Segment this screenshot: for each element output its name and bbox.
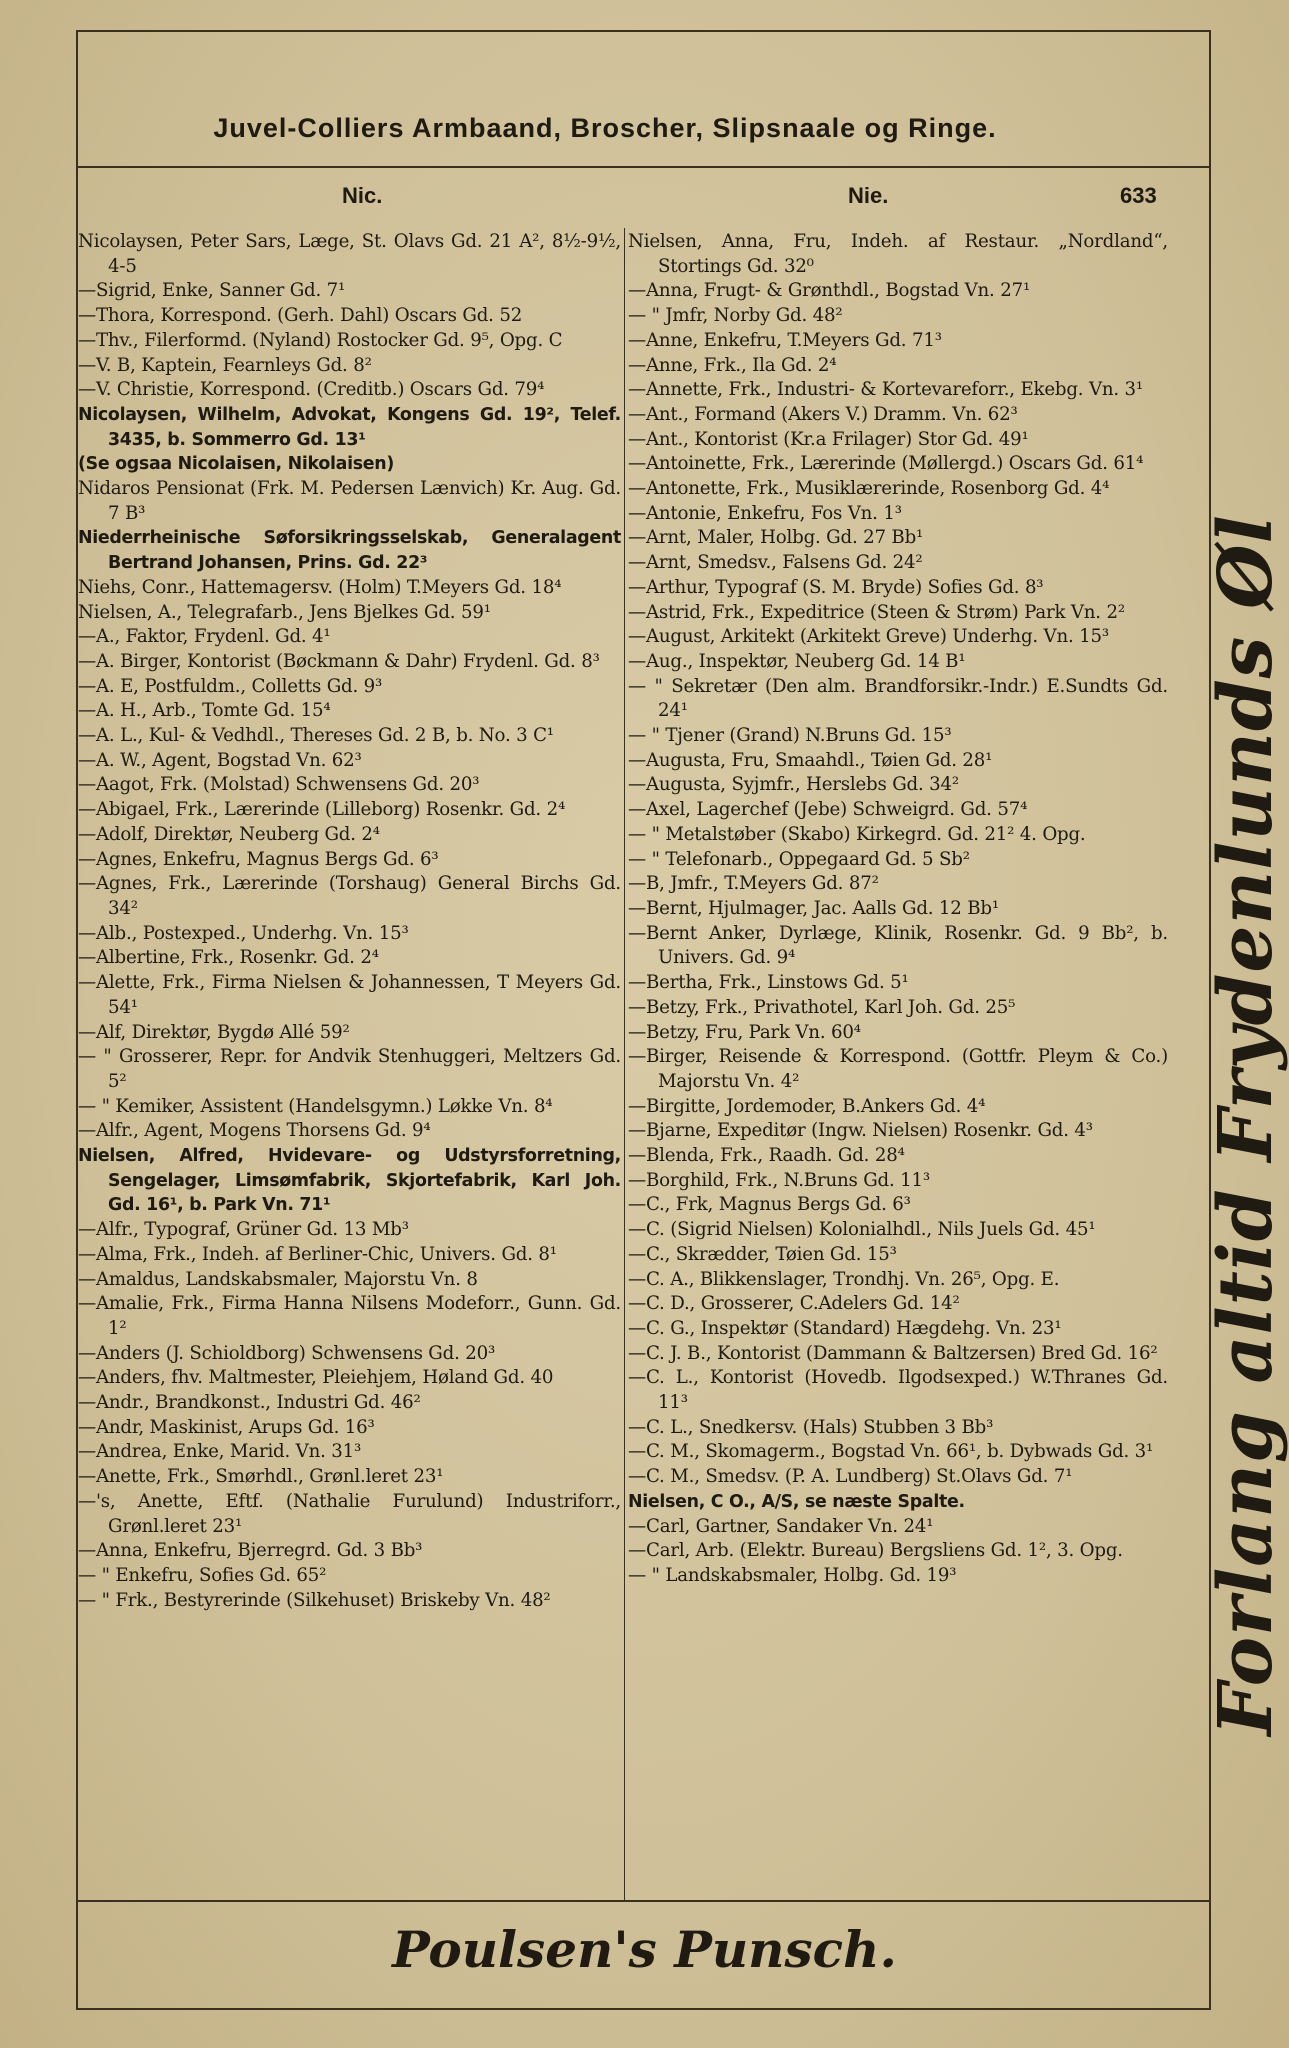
directory-entry: — " Kemiker, Assistent (Handelsgymn.) Løkke Vn. 8⁴ (78, 1095, 553, 1117)
directory-entry: —A. E, Postfuldm., Colletts Gd. 9³ (78, 675, 383, 697)
directory-entry: —Birgitte, Jordemoder, B.Ankers Gd. 4⁴ (628, 1095, 986, 1117)
directory-entry: —Agnes, Frk., Lærerinde (Torshaug) General Birchs Gd. 34² (78, 873, 621, 919)
directory-entry: —Blenda, Frk., Raadh. Gd. 28⁴ (628, 1145, 905, 1167)
directory-entry: — " Landskabsmaler, Holbg. Gd. 19³ (628, 1564, 957, 1586)
directory-entry: —C., Frk, Magnus Bergs Gd. 6³ (628, 1194, 911, 1216)
directory-entry: —Axel, Lagerchef (Jebe) Schweigrd. Gd. 57⁴ (628, 799, 1028, 821)
directory-entry: —Anders (J. Schioldborg) Schwensens Gd. 20³ (78, 1342, 496, 1364)
directory-entry: —Alfr., Agent, Mogens Thorsens Gd. 9⁴ (78, 1120, 431, 1142)
directory-entry: Nielsen, C O., A/S, se næste Spalte. (628, 1491, 965, 1512)
directory-entry: Nidaros Pensionat (Frk. M. Pedersen Lænvich) Kr. Aug. Gd. 7 B³ (78, 478, 621, 524)
directory-entry: —Betzy, Frk., Privathotel, Karl Joh. Gd. 25⁵ (628, 996, 1016, 1018)
directory-entry: —Andrea, Enke, Marid. Vn. 31³ (78, 1441, 362, 1463)
directory-entry: —Bjarne, Expeditør (Ingw. Nielsen) Rosenkr. Gd. 4³ (628, 1120, 1093, 1142)
column-divider (624, 228, 625, 1900)
directory-entry: —Andr, Maskinist, Arups Gd. 16³ (78, 1416, 375, 1438)
directory-entry: —Birger, Reisende & Korrespond. (Gottfr. Pleym & Co.) Majorstu Vn. 4² (628, 1046, 1168, 1092)
directory-entry: —C. A., Blikkenslager, Trondhj. Vn. 26⁵, Opg. E. (628, 1268, 1060, 1290)
directory-entry: —Carl, Arb. (Elektr. Bureau) Bergsliens Gd. 1², 3. Opg. (628, 1540, 1123, 1562)
directory-entry: Nielsen, Anna, Fru, Indeh. af Restaur. „Nordland“, Stortings Gd. 32⁰ (628, 231, 1168, 277)
directory-entry: Niederrheinische Søforsikringsselskab, Generalagent Bertrand Johansen, Prins. Gd. 22³ (78, 528, 621, 574)
directory-entry: —Alette, Frk., Firma Nielsen & Johannessen, T Meyers Gd. 54¹ (78, 972, 621, 1018)
directory-entry: —V. B, Kaptein, Fearnleys Gd. 8² (78, 354, 372, 376)
directory-entry: —A. W., Agent, Bogstad Vn. 62³ (78, 749, 362, 771)
directory-entry: —Bernt, Hjulmager, Jac. Aalls Gd. 12 Bb¹ (628, 897, 999, 919)
directory-entry: —Bertha, Frk., Linstows Gd. 5¹ (628, 972, 909, 994)
directory-entry: —C. J. B., Kontorist (Dammann & Baltzersen) Bred Gd. 16² (628, 1342, 1158, 1364)
directory-entry: —Adolf, Direktør, Neuberg Gd. 2⁴ (78, 823, 380, 845)
directory-entry: —Ant., Kontorist (Kr.a Frilager) Stor Gd. 49¹ (628, 428, 1029, 450)
bottom-advertisement: Poulsen's Punsch. (392, 1920, 897, 1979)
page-number: 633 (1120, 183, 1157, 208)
top-advertisement: Juvel-Colliers Armbaand, Broscher, Slipsnaale og Ringe. (213, 113, 997, 143)
directory-entry: —Sigrid, Enke, Sanner Gd. 7¹ (78, 280, 346, 302)
directory-entry: —Arthur, Typograf (S. M. Bryde) Sofies Gd. 8³ (628, 576, 1044, 598)
directory-entry: —Bernt Anker, Dyrlæge, Klinik, Rosenkr. Gd. 9 Bb², b. Univers. Gd. 9⁴ (628, 922, 1168, 969)
directory-entry: Nielsen, A., Telegrafarb., Jens Bjelkes Gd. 59¹ (78, 601, 491, 623)
directory-entry: —August, Arkitekt (Arkitekt Greve) Underhg. Vn. 15³ (628, 626, 1109, 648)
directory-entry: — " Enkefru, Sofies Gd. 65² (78, 1564, 327, 1586)
directory-entry: — " Jmfr, Norby Gd. 48² (628, 305, 843, 327)
directory-entry: —Amaldus, Landskabsmaler, Majorstu Vn. 8 (78, 1268, 478, 1290)
directory-entry: — " Tjener (Grand) N.Bruns Gd. 15³ (628, 725, 952, 747)
directory-entry: —Aagot, Frk. (Molstad) Schwensens Gd. 20³ (78, 774, 480, 796)
directory-entry: —Augusta, Syjmfr., Herslebs Gd. 34² (628, 774, 959, 796)
directory-entry: Niehs, Conr., Hattemagersv. (Holm) T.Meyers Gd. 18⁴ (78, 576, 562, 598)
directory-entry: —Antonette, Frk., Musiklærerinde, Rosenborg Gd. 4⁴ (628, 478, 1110, 500)
directory-entry: —Amalie, Frk., Firma Hanna Nilsens Modeforr., Gunn. Gd. 1² (78, 1293, 621, 1339)
directory-entry: —Alb., Postexped., Underhg. Vn. 15³ (78, 922, 409, 944)
directory-entry: —C. (Sigrid Nielsen) Kolonialhdl., Nils Juels Gd. 45¹ (628, 1219, 1096, 1241)
directory-entry: —Albertine, Frk., Rosenkr. Gd. 2⁴ (78, 947, 379, 969)
left-column (78, 230, 621, 1613)
directory-entry: —Aug., Inspektør, Neuberg Gd. 14 B¹ (628, 650, 966, 672)
directory-entry: —Andr., Brandkonst., Industri Gd. 46² (78, 1392, 421, 1414)
directory-entry: —C. G., Inspektør (Standard) Hægdehg. Vn. 23¹ (628, 1317, 1062, 1339)
directory-entry: — " Metalstøber (Skabo) Kirkegrd. Gd. 21² 4. Opg. (628, 823, 1086, 845)
directory-entry: —C. D., Grosserer, C.Adelers Gd. 14² (628, 1293, 960, 1315)
directory-entry: Nicolaysen, Wilhelm, Advokat, Kongens Gd. 19², Telef. 3435, b. Sommerro Gd. 13¹ (78, 404, 621, 450)
directory-entry: —C. L., Kontorist (Hovedb. Ilgodsexped.) W.Thranes Gd. 11³ (628, 1367, 1168, 1414)
directory-entry: —B, Jmfr., T.Meyers Gd. 87² (628, 873, 879, 895)
directory-entry: —'s, Anette, Eftf. (Nathalie Furulund) Industriforr., Grønl.leret 23¹ (78, 1490, 621, 1537)
directory-entry: —Astrid, Frk., Expeditrice (Steen & Strøm) Park Vn. 2² (628, 601, 1125, 623)
directory-entry: — " Frk., Bestyrerinde (Silkehuset) Briskeby Vn. 48² (78, 1589, 551, 1611)
directory-entry: —Betzy, Fru, Park Vn. 60⁴ (628, 1021, 861, 1043)
directory-entry: — " Sekretær (Den alm. Brandforsikr.-Indr.) E.Sundts Gd. 24¹ (628, 675, 1168, 722)
directory-entry: —Anne, Enkefru, T.Meyers Gd. 71³ (628, 329, 942, 351)
directory-entry: —Anna, Enkefru, Bjerregrd. Gd. 3 Bb³ (78, 1540, 423, 1562)
directory-entry: —Anette, Frk., Smørhdl., Grønl.leret 23¹ (78, 1466, 444, 1488)
directory-entry: —Antonie, Enkefru, Fos Vn. 1³ (628, 502, 902, 524)
directory-entry: —A. L., Kul- & Vedhdl., Thereses Gd. 2 B, b. No. 3 C¹ (78, 725, 554, 747)
directory-entry: —A., Faktor, Frydenl. Gd. 4¹ (78, 626, 331, 648)
bottom-rule (78, 1900, 1209, 1902)
side-advertisement: Forlang altid Frydenlunds Øl (1203, 514, 1289, 1736)
directory-entry: (Se ogsaa Nicolaisen, Nikolaisen) (78, 454, 395, 475)
directory-entry: —C. M., Skomagerm., Bogstad Vn. 66¹, b. Dybwads Gd. 3¹ (628, 1441, 1154, 1463)
directory-entry: — " Telefonarb., Oppegaard Gd. 5 Sb² (628, 848, 970, 870)
middle-column (628, 230, 1168, 1589)
directory-entry: —Anna, Frugt- & Grønthdl., Bogstad Vn. 27¹ (628, 280, 1031, 302)
directory-entry: —Alf, Direktør, Bygdø Allé 59² (78, 1021, 350, 1043)
directory-entry: —Anders, fhv. Maltmester, Pleiehjem, Høland Gd. 40 (78, 1367, 554, 1389)
directory-entry: — " Grosserer, Repr. for Andvik Stenhuggeri, Meltzers Gd. 5² (78, 1046, 621, 1092)
directory-entry: —Abigael, Frk., Lærerinde (Lilleborg) Rosenkr. Gd. 2⁴ (78, 799, 566, 821)
directory-entry: Nielsen, Alfred, Hvidevare- og Udstyrsforretning, Sengelager, Limsømfabrik, Skjortefabrik, Karl Joh. Gd. 16¹, b. Park Vn. 71¹ (78, 1146, 621, 1216)
directory-entry: —Carl, Gartner, Sandaker Vn. 24¹ (628, 1515, 934, 1537)
directory-entry: —Alma, Frk., Indeh. af Berliner-Chic, Univers. Gd. 8¹ (78, 1243, 557, 1265)
directory-entry: —Anne, Frk., Ila Gd. 2⁴ (628, 354, 837, 376)
directory-entry: —Agnes, Enkefru, Magnus Bergs Gd. 6³ (78, 848, 439, 870)
top-rule (78, 166, 1209, 168)
directory-entry: —Ant., Formand (Akers V.) Dramm. Vn. 62³ (628, 403, 1018, 425)
directory-entry: —Annette, Frk., Industri- & Kortevareforr., Ekebg. Vn. 3¹ (628, 379, 1144, 401)
directory-entry: —Alfr., Typograf, Grüner Gd. 13 Mb³ (78, 1219, 409, 1241)
directory-entry: Nicolaysen, Peter Sars, Læge, St. Olavs Gd. 21 A², 8½-9½, 4-5 (78, 231, 621, 277)
directory-entry: —Augusta, Fru, Smaahdl., Tøien Gd. 28¹ (628, 749, 993, 771)
header-center-key: Nie. (848, 183, 889, 208)
directory-entry: —A. Birger, Kontorist (Bøckmann & Dahr) Frydenl. Gd. 8³ (78, 650, 600, 672)
directory-entry: —Borghild, Frk., N.Bruns Gd. 11³ (628, 1169, 930, 1191)
directory-entry: —Arnt, Maler, Holbg. Gd. 27 Bb¹ (628, 527, 924, 549)
directory-entry: —A. H., Arb., Tomte Gd. 15⁴ (78, 700, 331, 722)
directory-entry: —Arnt, Smedsv., Falsens Gd. 24² (628, 552, 923, 574)
directory-entry: —C. M., Smedsv. (P. A. Lundberg) St.Olavs Gd. 7¹ (628, 1466, 1073, 1488)
directory-entry: —Thv., Filerformd. (Nyland) Rostocker Gd. 9⁵, Opg. C (78, 329, 563, 351)
directory-entry: —V. Christie, Korrespond. (Creditb.) Oscars Gd. 79⁴ (78, 379, 545, 401)
header-left-key: Nic. (342, 183, 383, 208)
directory-entry: —C., Skrædder, Tøien Gd. 15³ (628, 1243, 897, 1265)
directory-entry: —C. L., Snedkersv. (Hals) Stubben 3 Bb³ (628, 1416, 994, 1438)
directory-entry: —Thora, Korrespond. (Gerh. Dahl) Oscars Gd. 52 (78, 305, 523, 327)
directory-entry: —Antoinette, Frk., Lærerinde (Møllergd.) Oscars Gd. 61⁴ (628, 453, 1144, 475)
